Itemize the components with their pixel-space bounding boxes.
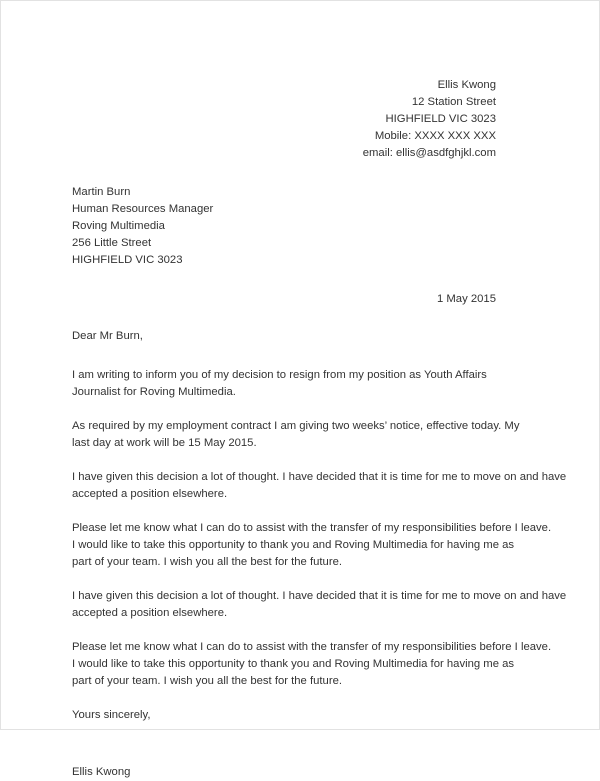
paragraph-4 xyxy=(72,520,552,571)
recipient-city-state-postcode: HIGHFIELD VIC 3023 xyxy=(72,254,183,266)
recipient-company: Roving Multimedia xyxy=(72,220,165,232)
closing-salutation: Yours sincerely, xyxy=(72,709,151,721)
sender-mobile: Mobile: XXXX XXX XXX xyxy=(374,130,496,142)
sender-city-state-postcode: HIGHFIELD VIC 3023 xyxy=(385,113,496,125)
paragraph-line: I have given this decision a lot of thought. I have decided that it is time for me to move on and have xyxy=(72,590,567,602)
paragraph-line: last day at work will be 15 May 2015. xyxy=(72,437,257,449)
recipient-address-block xyxy=(72,184,496,269)
sender-name: Ellis Kwong xyxy=(437,79,496,91)
letter-body xyxy=(72,1,567,781)
paragraph-3 xyxy=(72,469,567,503)
paragraph-5 xyxy=(72,588,567,622)
paragraph-1 xyxy=(72,367,496,401)
paragraph-6 xyxy=(72,639,552,690)
paragraph-line: Please let me know what I can do to assist with the transfer of my responsibilities before I leave. xyxy=(72,522,552,534)
paragraph-line: Please let me know what I can do to assist with the transfer of my responsibilities before I leave. xyxy=(72,641,552,653)
signature-name: Ellis Kwong xyxy=(72,766,131,778)
paragraph-line: I would like to take this opportunity to thank you and Roving Multimedia for having me as xyxy=(72,658,515,670)
paragraph-2 xyxy=(72,418,520,452)
paragraph-line: As required by my employment contract I am giving two weeks’ notice, effective today. My xyxy=(72,420,520,432)
salutation: Dear Mr Burn, xyxy=(72,330,143,342)
sender-email: email: ellis@asdfghjkl.com xyxy=(362,147,496,159)
sender-street: 12 Station Street xyxy=(411,96,496,108)
sender-address-block xyxy=(72,77,496,162)
paragraph-line: part of your team. I wish you all the best for the future. xyxy=(72,556,343,568)
recipient-name: Martin Burn xyxy=(72,186,131,198)
paragraph-line: accepted a position elsewhere. xyxy=(72,488,228,500)
recipient-job-title: Human Resources Manager xyxy=(72,203,214,215)
letter-paragraphs xyxy=(72,367,567,690)
paragraph-line: part of your team. I wish you all the best for the future. xyxy=(72,675,343,687)
paragraph-line: accepted a position elsewhere. xyxy=(72,607,228,619)
paragraph-line: I am writing to inform you of my decision to resign from my position as Youth Affairs xyxy=(72,369,487,381)
paragraph-line: Journalist for Roving Multimedia. xyxy=(72,386,236,398)
letter-date: 1 May 2015 xyxy=(436,293,496,305)
recipient-street: 256 Little Street xyxy=(72,237,152,249)
paragraph-line: I would like to take this opportunity to thank you and Roving Multimedia for having me as xyxy=(72,539,515,551)
paragraph-line: I have given this decision a lot of thought. I have decided that it is time for me to move on and have xyxy=(72,471,567,483)
